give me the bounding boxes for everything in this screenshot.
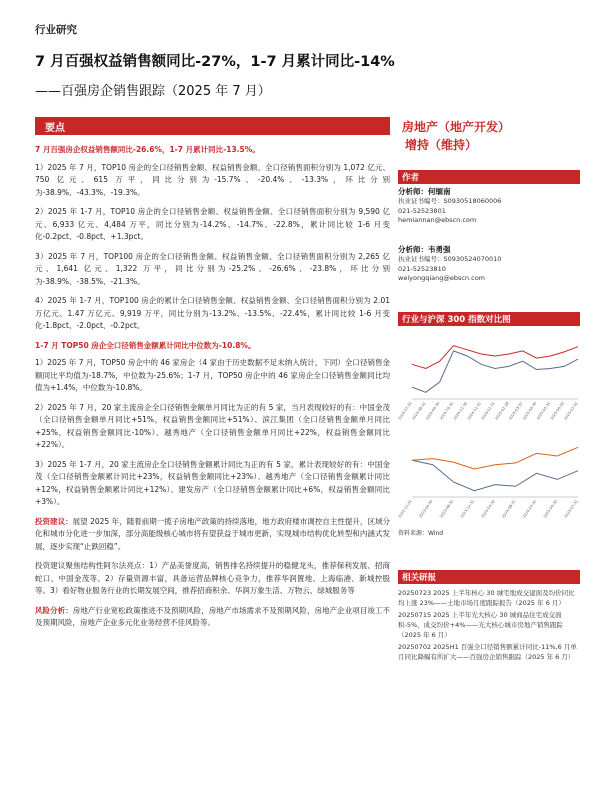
x-tick-label: 2025-07-31 xyxy=(563,401,579,421)
series-line-1 xyxy=(412,351,578,392)
report-category: 行业研究 xyxy=(35,24,77,36)
x-tick-label: 2025-05-31 xyxy=(535,401,552,421)
investment-label: 投资建议： xyxy=(35,516,73,526)
risk-label: 风险分析： xyxy=(35,605,73,615)
summary-label: 要点 xyxy=(45,123,65,134)
summary-header-bar xyxy=(35,117,390,135)
related-reports xyxy=(398,588,580,664)
sector-name: 房地产（地产开发） xyxy=(402,120,511,134)
analyst-2-email: weiyongqiang@ebscn.com xyxy=(398,274,486,283)
x-tick-label: 2025-03-31 xyxy=(508,401,524,421)
x-tick-label: 2025-04-30 xyxy=(542,499,559,519)
series-line-2 xyxy=(412,447,578,469)
analyst-1-email: hemiannan@ebscn.com xyxy=(398,216,477,225)
x-tick-label: 2023-04-30 xyxy=(418,499,434,519)
x-tick-label: 2025-02-28 xyxy=(494,401,510,421)
paragraph-6: 2）2025 年 7 月，20 家主流房企全口径销售金额单月同比为正的有 5 家，当月表现较好的有：中国金茂（全口径销售金额单月同比+51%，权益销售金额同比+51%）、滨江集团（全口径销售金额单月同比+25%，权益销售金额同比-10%）、越秀地产（全口径销售金额单月同比+22%，权益销售金额同比+22%）。 xyxy=(35,402,390,449)
x-tick-label: 2024-12-31 xyxy=(522,499,538,519)
series-line-2 xyxy=(412,346,578,369)
highlight-heading-2: 1-7 月 TOP50 房企全口径销售金额累计同比中位数为-10.8%。 xyxy=(35,340,256,350)
report-title: 7 月百强权益销售额同比-27%，1-7 月累计同比-14% xyxy=(35,54,395,70)
authors-label: 作者 xyxy=(402,173,420,183)
chart-bottom-panel xyxy=(398,447,579,518)
x-tick-label: 2024-08-31 xyxy=(411,401,427,421)
analyst-2-phone: 021-52523810 xyxy=(398,264,446,273)
risk-text: 房地产行业宽松政策推进不及预期风险，房地产市场需求不及预期风险，房地产企业项目竣工不及预期风险，房地产企业多元化业务经营不佳风险等。 xyxy=(35,605,391,627)
paragraph-5: 1）2025 年 7 月，TOP50 房企中的 46 家房企（4 家由于历史数据不足未纳入统计，下同）全口径销售金额同比平均值为-18.7%，中位数为-25.6%；1-7 月，TOP50 房企中的 46 家房企全口径销售金额同比均值为+1.4%，中位数为-10.8%。 xyxy=(35,358,390,392)
risk-analysis xyxy=(35,605,390,630)
x-tick-label: 2024-09-30 xyxy=(425,401,441,421)
analyst-1 xyxy=(398,187,580,226)
x-tick-label: 2024-11-30 xyxy=(452,401,469,421)
paragraph-4: 4）2025 年 1-7 月，TOP100 房企的累计全口径销售金额、权益销售金额、全口径销售面积分别为 2.01 万亿元、1.47 万亿元、9,919 万平，同比分别为-13.2%、-13.5%、-22.4%，累计同比较 1-6 月变化-1.8pct、-2.0pct、-0.2pct。 xyxy=(35,296,390,330)
paragraph-1: 1）2025 年 7 月，TOP10 房企的全口径销售金额、权益销售金额、全口径销售面积分别为 1,072 亿元、750 亿元、615 万平，同比分别为-15.7%、-20.4%、-13.3%，环比分别为-38.9%、-43.3%、-19.3%。 xyxy=(35,162,390,197)
x-tick-label: 2023-12-31 xyxy=(459,499,476,519)
x-tick-label: 2025-01-31 xyxy=(480,401,496,421)
x-tick-label: 2023-08-31 xyxy=(439,499,455,519)
x-tick-label: 2024-12-31 xyxy=(466,401,482,421)
analyst-1-name: 分析师：何缅南 xyxy=(398,187,451,196)
x-tick-label: 2025-06-30 xyxy=(549,401,565,421)
x-tick-label: 2024-07-31 xyxy=(398,401,413,421)
related-report-item[interactable]: 20250723 2025 上半年核心 30 城宅地成交建面及均价同比均上涨 23%——土地市场月度跟踪报告（2025 年 6 月） xyxy=(398,589,575,607)
analyst-2 xyxy=(398,245,580,284)
related-header xyxy=(398,570,580,584)
chart-top-panel xyxy=(398,346,579,421)
analyst-2-name: 分析师：韦勇强 xyxy=(398,245,451,254)
index-comparison-chart xyxy=(398,335,582,523)
paragraph-9: 投资建议聚焦结构性阿尔法亮点：1）产品美誉度高，销售排名持续提升的稳健龙头，推荐保利发展、招商蛇口、中国金茂等。2）存量资源丰富，具备运营品牌核心竞争力，推荐华润置地、上海临港、新城控股等。3）看好物业服务行业的长期发展空间，推荐招商积余、华润万象生活、万物云、绿城服务等 xyxy=(35,561,390,595)
highlight-heading-1: 7 月百强房企权益销售额同比-26.6%，1-7 月累计同比-13.5%。 xyxy=(35,145,260,154)
chart-header xyxy=(398,312,580,326)
paragraph-3: 3）2025 年 7 月，TOP100 房企的全口径销售金额、权益销售金额、全口径销售面积分别为 2,265 亿元、1,641 亿元、1,322 万平，同比分别为-25.2%、-26.6%、-23.8%，环比分别为-38.9%、-38.5%、-21.3%。 xyxy=(35,251,390,286)
main-content xyxy=(35,144,390,637)
analyst-1-cert: 执业证书编号：S0930518060006 xyxy=(398,196,502,205)
related-report-item[interactable]: 20250715 2025 上半年光大核心 30 城商品住宅成交面积-5%，成交均价+4%——光大核心城市房地产销售跟踪（2025 年 6 月） xyxy=(398,611,563,639)
x-tick-label: 2024-08-31 xyxy=(501,499,517,519)
analyst-1-phone: 021-52523801 xyxy=(398,206,446,215)
investment-text: 展望 2025 年，随着前期一揽子房地产政策的持续落地，地方政府楼市调控自主性提升，区域分化和城市分化进一步加深，部分高能级核心城市将有望获益于城市更新，实现城市结构优化转型和内涵式发展，逐步实现“止跌回稳”。 xyxy=(35,516,391,551)
x-tick-label: 2025-04-30 xyxy=(522,401,538,421)
paragraph-2: 2）2025 年 1-7 月，TOP10 房企的全口径销售金额、权益销售金额、全口径销售面积分别为 9,590 亿元、6,933 亿元、4,484 万平，同比分别为-14.2%、-14.7%、-22.8%，累计同比较 1-6 月变化-0.2pct、-0.8pct、+1.3pct。 xyxy=(35,207,390,241)
rating-box xyxy=(400,118,580,156)
rating-value: 增持（维持） xyxy=(405,138,478,152)
investment-advice xyxy=(35,516,390,554)
x-tick-label: 2025-07-31 xyxy=(563,499,579,519)
chart-source: 资料来源：Wind xyxy=(398,530,444,537)
authors-header xyxy=(398,170,580,184)
report-subtitle: ——百强房企销售跟踪（2025 年 7 月） xyxy=(35,84,271,99)
related-report-item[interactable]: 20250702 2025H1 百强全口径销售额累计同比-11%,6 月单月同比降幅有所扩大——百强房企销售跟踪（2025 年 6 月） xyxy=(398,643,577,661)
x-tick-label: 2024-04-30 xyxy=(480,499,496,519)
related-label: 相关研报 xyxy=(402,573,437,583)
x-tick-label: 2022-12-31 xyxy=(398,499,413,519)
analyst-2-cert: 执业证书编号：S0930524070010 xyxy=(398,254,502,263)
paragraph-7: 3）2025 年 1-7 月，20 家主流房企全口径销售金额累计同比为正的有 5 家，累计表现较好的有：中国金茂（全口径销售金额累计同比+23%，权益销售金额同比+23%）、越秀地产（全口径销售金额累计同比+12%，权益销售金额累计同比+12%）、建发房产（全口径销售金额累计同比+6%，权益销售金额同比+3%）。 xyxy=(35,459,390,506)
x-tick-label: 2024-10-31 xyxy=(439,401,455,421)
chart-title: 行业与沪深 300 指数对比图 xyxy=(402,315,511,325)
